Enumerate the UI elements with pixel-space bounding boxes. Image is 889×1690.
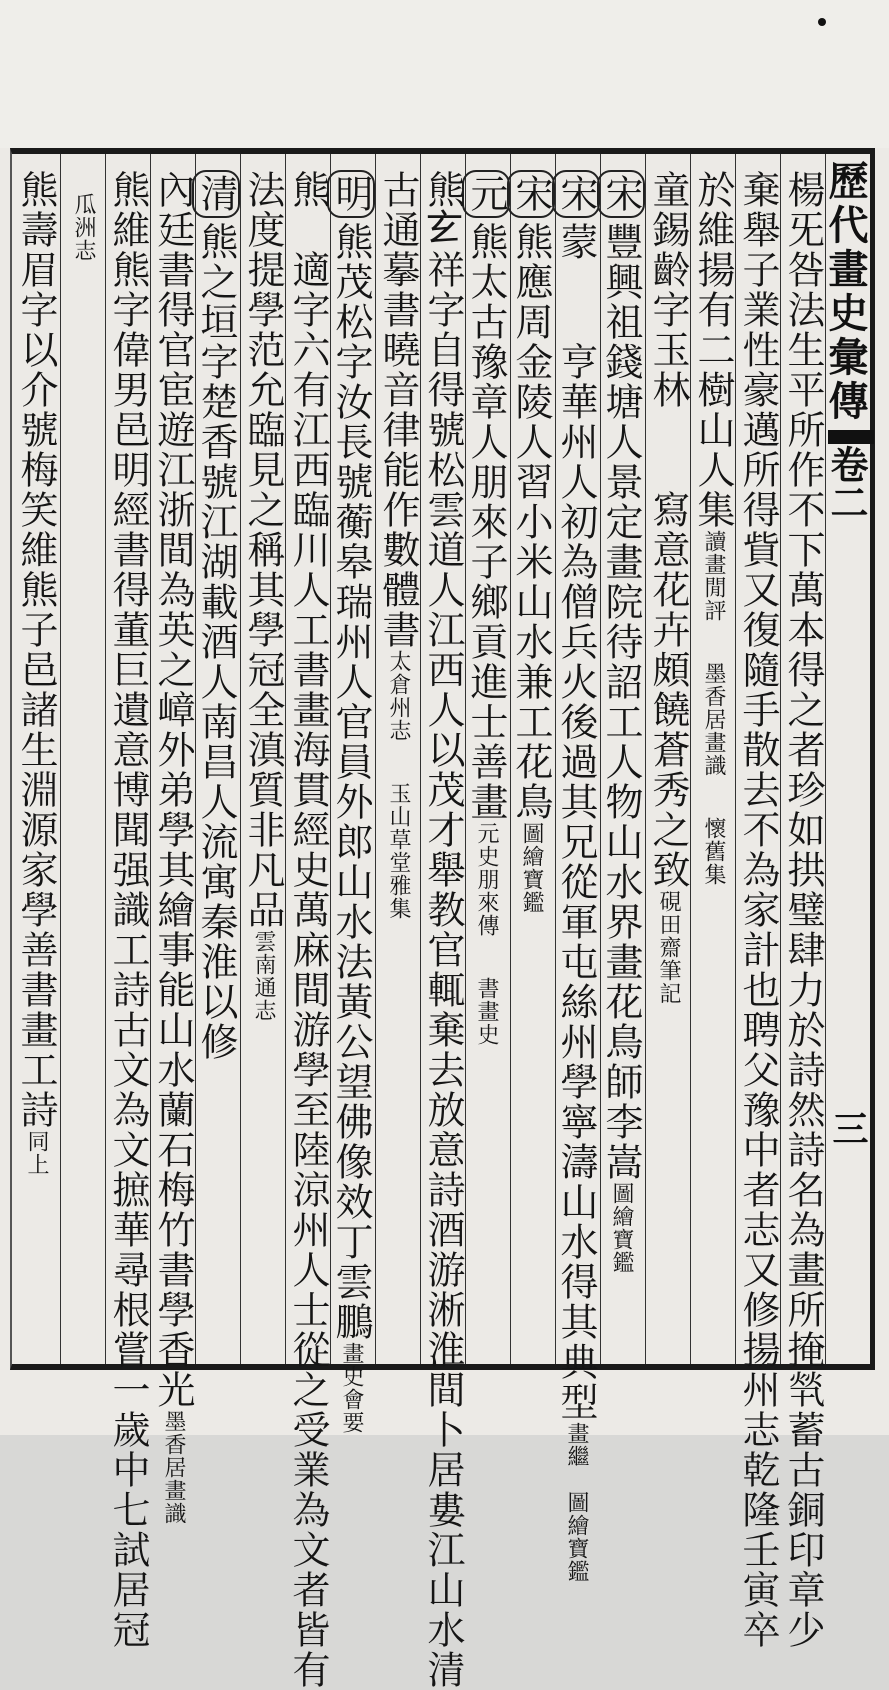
text-column — [781, 170, 825, 1650]
leaf-number: 三 — [827, 1110, 869, 1146]
text-column — [421, 170, 465, 1690]
entry-text: 熊維熊字偉男邑明經書得董巨遺意博聞强識工詩古文為文摭華尋根嘗一歲中七試居冠 — [106, 170, 150, 1650]
source-citation: 圖繪寶鑑 — [519, 822, 544, 914]
text-column — [329, 170, 375, 1434]
dynasty-marker: 元 — [462, 170, 510, 218]
source-citation: 太倉州志 — [386, 650, 411, 742]
entry-text — [376, 742, 420, 782]
source-citation: 圖繪寶鑑 — [609, 1182, 634, 1274]
entry-text: 熊 適字六有江西臨川人工書畫海貫經史萬麻間游學至陸涼州人士從之受業為文者皆有 — [286, 170, 330, 1690]
source-citation: 墨香居畫識 — [161, 1410, 186, 1525]
book-title: 歷代畫史彙傳 — [822, 160, 869, 424]
source-citation: 書畫史 — [474, 977, 499, 1046]
source-citation: 畫繼 圖繪寶鑑 — [564, 1422, 589, 1583]
text-column — [646, 170, 690, 1360]
entry-text: 蒙 亨華州人初為僧兵火後過其兄從軍屯絲州學寧濤山水得其典型 — [554, 222, 598, 1422]
source-citation: 瓜洲志 — [71, 170, 96, 262]
entry-text: 熊太古豫章人朋來子鄉貢進士善畫 — [464, 222, 508, 822]
entry-text: 熊應周金陵人習小米山水兼工花鳥 — [509, 222, 553, 822]
dynasty-marker: 明 — [327, 170, 375, 218]
dynasty-marker: 清 — [192, 170, 240, 218]
entry-text: 熊茂松字汝長號蘅皋瑞州人官員外郎山水法黃公望佛像效丁雲鵬 — [329, 222, 373, 1342]
source-citation: 墨香居畫識 — [701, 662, 726, 777]
text-column — [691, 170, 735, 1360]
entry-text: 內廷書得官宦遊江浙間為英之嶂外弟學其繪事能山水蘭石梅竹書學香光 — [151, 170, 195, 1410]
text-column — [736, 170, 780, 1650]
text-column — [286, 170, 330, 1690]
fishtail-mark — [828, 430, 874, 444]
text-column — [241, 170, 285, 1360]
source-citation: 同上 — [24, 1130, 49, 1176]
entry-text: 童錫齡字玉林 寫意花卉頗饒蒼秀之致 — [646, 170, 690, 890]
source-citation: 硯田齋筆記 — [656, 890, 681, 1005]
entry-text — [464, 937, 508, 977]
entry-text — [691, 622, 735, 662]
text-column — [106, 170, 150, 1650]
entry-text: 熊之垣字楚香號江湖載酒人南昌人流寓秦淮以修 — [194, 222, 238, 1062]
top-margin — [0, 0, 889, 148]
dynasty-marker: 宋 — [507, 170, 555, 218]
text-column — [61, 170, 105, 1360]
text-column — [601, 170, 645, 1360]
entry-text: 豐興祖錢塘人景定畫院待詔工人物山水界畫花鳥師李嵩 — [599, 222, 643, 1182]
entry-text: 古通摹書曉音律能作數體書 — [376, 170, 420, 650]
text-column — [196, 170, 240, 1360]
volume-label: 卷二 — [824, 445, 869, 521]
text-column — [14, 170, 58, 1360]
source-citation: 懷舊集 — [701, 817, 726, 886]
source-citation: 讀畫閒評 — [701, 530, 726, 622]
entry-text: 於維揚有二樹山人集 — [691, 170, 735, 530]
source-citation: 雲南通志 — [251, 930, 276, 1022]
source-citation: 元史朋來傳 — [474, 822, 499, 937]
source-citation: 玉山草堂雅集 — [386, 782, 411, 920]
entry-text: 法度提學范允臨見之稱其學冠全滇質非凡品 — [241, 170, 285, 930]
entry-text: 熊壽眉字以介號梅笑維熊子邑諸生淵源家學善書畫工詩 — [14, 170, 58, 1130]
entry-text: 熊𤣥祥字自得號松雲道人江西人以茂才舉教官輒棄去放意詩酒游淅淮間卜居婁江山水清 — [421, 170, 465, 1690]
dynasty-marker: 宋 — [552, 170, 600, 218]
entry-text: 楊旡咎法生平所作不下萬本得之者珍如拱璧肆力於詩然詩名為畫所掩㷀蓄古銅印章少 — [781, 170, 825, 1650]
text-column — [466, 170, 510, 1360]
text-column — [151, 170, 195, 1525]
ink-dot — [818, 18, 826, 26]
entry-text: 棄舉子業性豪邁所得貲又復隨手散去不為家計也聘父豫中者志又修揚州志乾隆壬寅卒 — [736, 170, 780, 1650]
source-citation: 畫史會要 — [339, 1342, 364, 1434]
dynasty-marker: 宋 — [597, 170, 645, 218]
text-column — [511, 170, 555, 1360]
text-column — [554, 170, 600, 1583]
text-column — [376, 170, 420, 1360]
entry-text — [691, 777, 735, 817]
